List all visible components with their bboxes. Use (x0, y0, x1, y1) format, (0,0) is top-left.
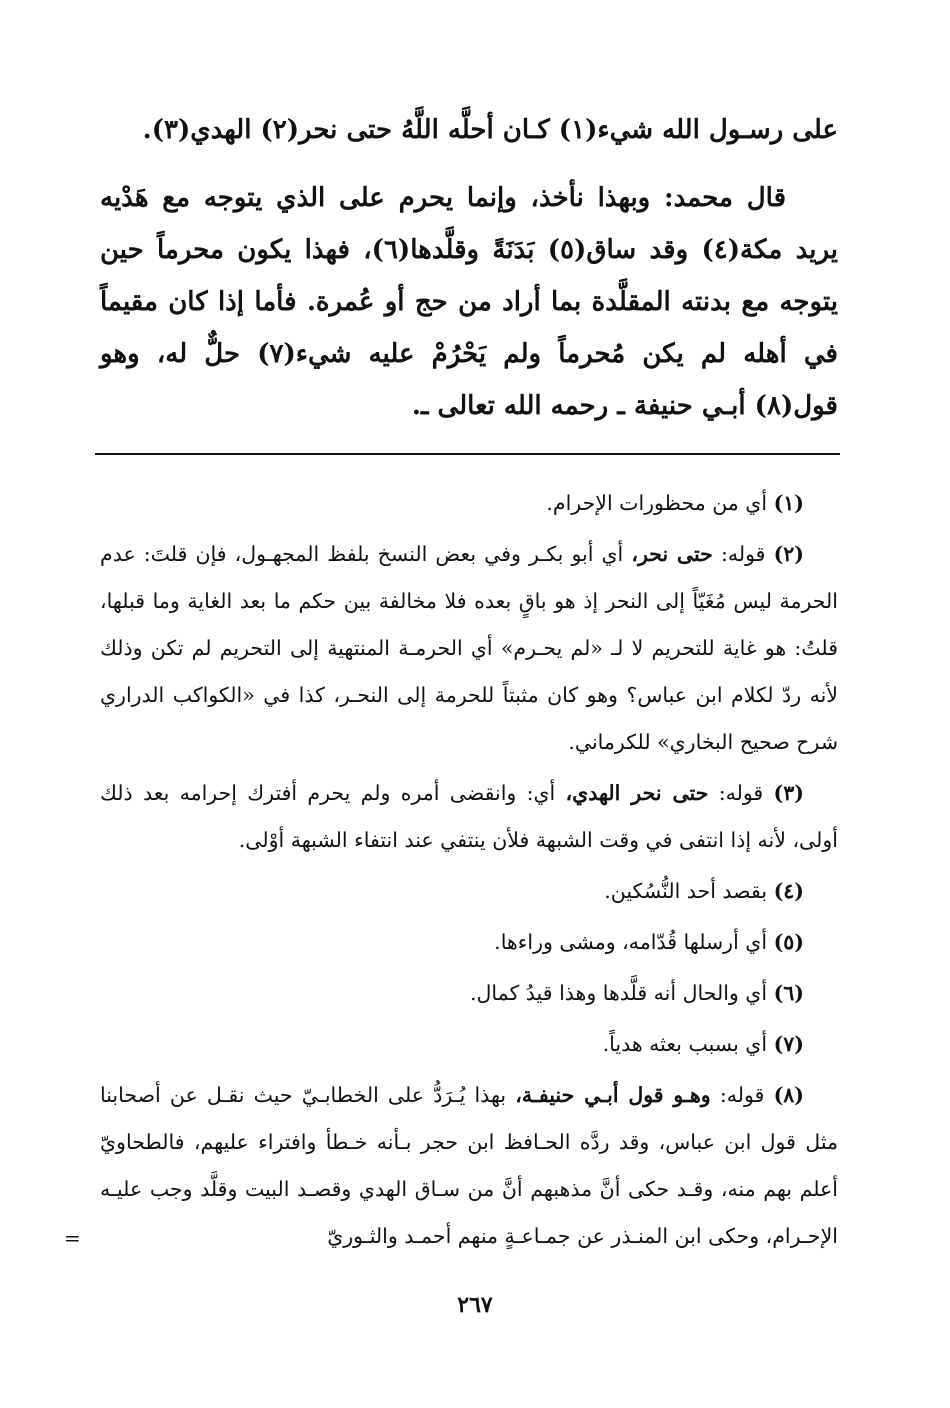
footnote-8 (100, 1072, 838, 1260)
footnote-lead: قوله: (720, 542, 766, 566)
footnote-3 (100, 770, 838, 864)
footnote-lead: قوله: (719, 1083, 765, 1107)
footnote-number: (١) (773, 491, 804, 515)
main-paragraph-2: قال محمد: وبهذا نأخذ، وإنما يحرم على الذي يتوجه مع هَدْيه يريد مكة(٤) وقد ساق(٥) بَدَنَةً وقلَّدها(٦)، فهذا يكون محرماً حين يتوجه مع بدنته المقلَّدة بما أراد من حج أو عُمرة. فأما إذا كان مقيماً في أهله لم يكن مُحرماً ولم يَحْرُمْ عليه شيء(٧) حلٌّ له، وهو قول(٨) أبـي حنيفة ـ رحمه الله تعالى ـ. (100, 183, 839, 421)
footnote-number: (٨) (773, 1083, 804, 1107)
footnote-text: أي: وانقضى أمره ولم يحرم أفترك إحرامه بعد ذلك أولى، لأنه إذا انتفى في وقت الشبهة فلأن ينتفي عند انتفاء الشبهة أوْلى. (100, 781, 838, 852)
footnote-keyword: حتى نحر، (631, 542, 713, 566)
footnote-number: (٣) (773, 781, 804, 805)
footnote-number: (٢) (773, 542, 804, 566)
page-number: ٢٦٧ (457, 1292, 493, 1318)
footnote-number: (٧) (773, 1032, 804, 1056)
footnote-text: أي أرسلها قُدّامه، ومشى وراءها. (494, 930, 768, 954)
footnote-1 (100, 480, 838, 527)
footnote-number: (٤) (773, 879, 804, 903)
footnote-2 (100, 531, 838, 766)
footnote-number: (٥) (773, 930, 804, 954)
footnote-text: أي بسبب بعثه هدياً. (602, 1032, 768, 1056)
main-paragraph-1: على رسـول الله شيء(١) كـان أحلَّه اللَّهُ حتى نحر(٢) الهدي(٣). (142, 115, 838, 145)
footnote-text: أي والحال أنه قلَّدها وهذا قيدُ كمال. (470, 981, 768, 1005)
footnote-separator (95, 453, 840, 455)
footnote-6 (100, 970, 838, 1017)
footnote-5 (100, 919, 838, 966)
continuation-mark: = (64, 1226, 81, 1250)
footnote-text: أي أبو بكـر وفي بعض النسخ بلفظ المجهـول، فإن قلتَ: عدم الحرمة ليس مُغَيّاً إلى النحر إذ هو باقٍ بعده فلا مخالفة بين حكم ما بعد الغاية وما قبلها، قلتُ: هو غاية للتحريم لا لـ «لم يحـرم» أي الحرمـة المنتهية إلى التحريم لم تكن وذلك لأنه ردّ لكلام ابن عباس؟ وهو كان مثبتاً للحرمة إلى النحـر، كذا في «الكواكب الدراري شرح صحيح البخاري» للكرماني. (100, 542, 838, 754)
footnotes (100, 480, 838, 1264)
footnote-lead: قوله: (718, 781, 764, 805)
footnote-keyword: حتى نحر الهدي، (565, 781, 709, 805)
footnote-7 (100, 1021, 838, 1068)
footnote-text: أي من محظورات الإحرام. (546, 491, 768, 515)
footnote-text: بهذا يُـرَدُّ على الخطابـيّ حيث نقـل عن أصحابنا مثل قول ابن عباس، وقد ردَّه الحـافظ ابن حجر بـأنه خـطأ وافتراء عليهم، فالطحاويّ أعلم بهم منه، وقـد حكى أنَّ مذهبهم أنَّ من سـاق الهدي وقصـد البيت وقلَّد وجب عليـه الإحـرام، وحكى ابن المنـذر عن جمـاعـةٍ منهم أحمـد والثـوريّ (100, 1083, 838, 1248)
footnote-4 (100, 868, 838, 915)
footnote-keyword: وهـو قول أبـي حنيفـة، (515, 1083, 711, 1107)
footnote-number: (٦) (773, 981, 804, 1005)
footnote-text: بقصد أحد النُّسُكين. (604, 879, 768, 903)
main-text (100, 104, 838, 432)
